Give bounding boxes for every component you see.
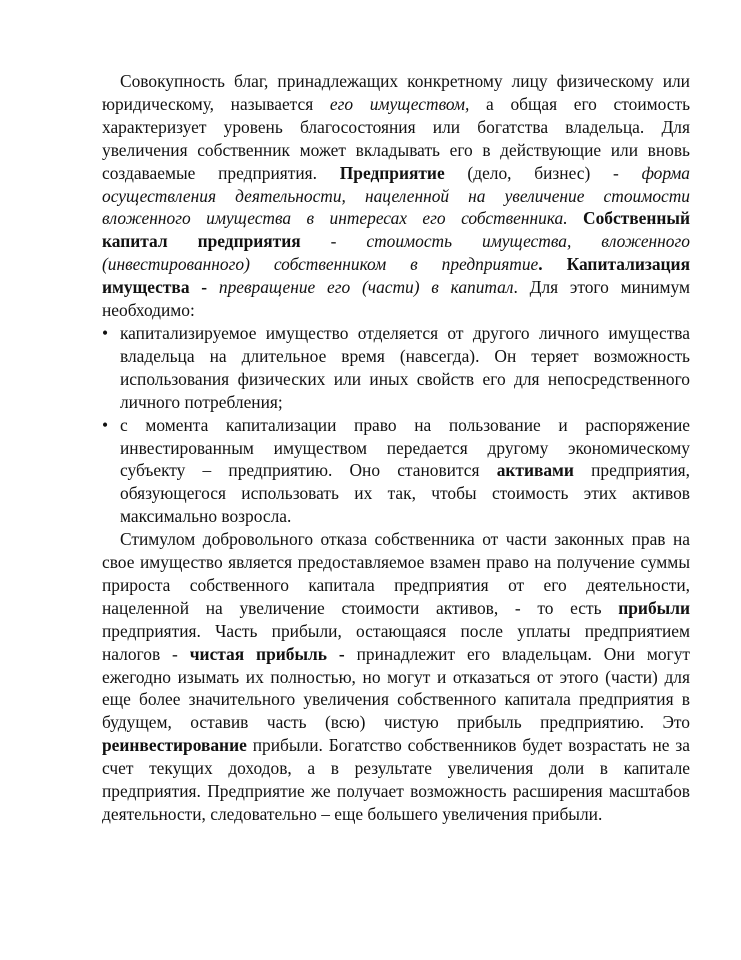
- term-assets: активами: [496, 460, 574, 481]
- list-item-text: с момента капитализации право на пользование и распоряжение инвестированным имуществом передается другому экономическому субъекту – предприятию. Оно становится: [120, 414, 690, 481]
- bullet-list: [102, 322, 690, 528]
- paragraph-profit: [102, 528, 690, 826]
- paragraph-definitions: [102, 70, 690, 322]
- text-span: прибыли. Богатство собственников будет возрастать не за счет текущих доходов, а в результате увеличения доли в капитале предприятия. Предприятие же получает возможность расширения масштабов деятельности, следовательно – еще большего увеличения прибыли.: [102, 735, 690, 824]
- definition-enterprise: форма осуществления деятельности, нацеленной на увеличение стоимости вложенного имущества в интересах его собственника.: [102, 162, 690, 229]
- term-capitalization: . Капитализация имущества -: [102, 254, 690, 298]
- term-property: его имуществом,: [329, 93, 470, 114]
- list-item: [102, 414, 690, 529]
- text-span: предприятия. Часть прибыли, остающаяся после уплаты предприятием налогов -: [102, 620, 690, 664]
- bullet-icon: •: [102, 322, 109, 343]
- list-item-text: предприятия, обязующегося использовать их так, чтобы стоимость этих активов максимально возросла.: [120, 460, 690, 527]
- definition-equity: стоимость имущества, вложенного (инвестированного) собственником в предприятие: [102, 231, 690, 275]
- document-page: [102, 70, 690, 826]
- term-enterprise: Предприятие: [339, 162, 445, 183]
- term-net-profit: чистая прибыль -: [189, 643, 345, 664]
- term-profit: прибыли: [618, 597, 690, 618]
- text-span: Совокупность благ, принадлежащих конкретному лицу физическому или юридическому, называется: [102, 71, 690, 114]
- text-span: Стимулом добровольного отказа собственника от части законных прав на свое имущество является предоставляемое взамен право на получение суммы прироста собственного капитала предприятия от его деятельности, нацеленной на увеличение стоимости активов, - то есть: [102, 529, 690, 618]
- text-span: а общая его стоимость характеризует уровень благосостояния или богатства владельца. Для увеличения собственник может вкладывать его в действующие или вновь создаваемые предприятия.: [102, 93, 691, 183]
- list-item: [102, 322, 690, 414]
- text-span: [568, 208, 583, 228]
- term-reinvestment: реинвестирование: [102, 735, 247, 756]
- text-span: [207, 277, 219, 297]
- definition-capitalization: превращение его (части) в капитал: [218, 277, 514, 298]
- text-span: . Для этого минимум необходимо:: [102, 277, 690, 321]
- text-span: принадлежит его владельцам. Они могут ежегодно изымать их полностью, но могут и отказаться от этого (части) для еще более значительного увеличения собственного капитала предприятия в будущем, оставив часть (всю) чистую прибыль предприятию. Это: [102, 643, 690, 733]
- text-span: -: [300, 231, 367, 252]
- text-span: (дело, бизнес) -: [444, 162, 642, 183]
- list-item-text: капитализируемое имущество отделяется от другого личного имущества владельца на длительное время (навсегда). Он теряет возможность использования физических или иных свойств его для непосредственного личного потребления;: [120, 322, 690, 412]
- bullet-icon: •: [102, 414, 109, 435]
- term-equity: Собственный капитал предприятия: [102, 208, 690, 252]
